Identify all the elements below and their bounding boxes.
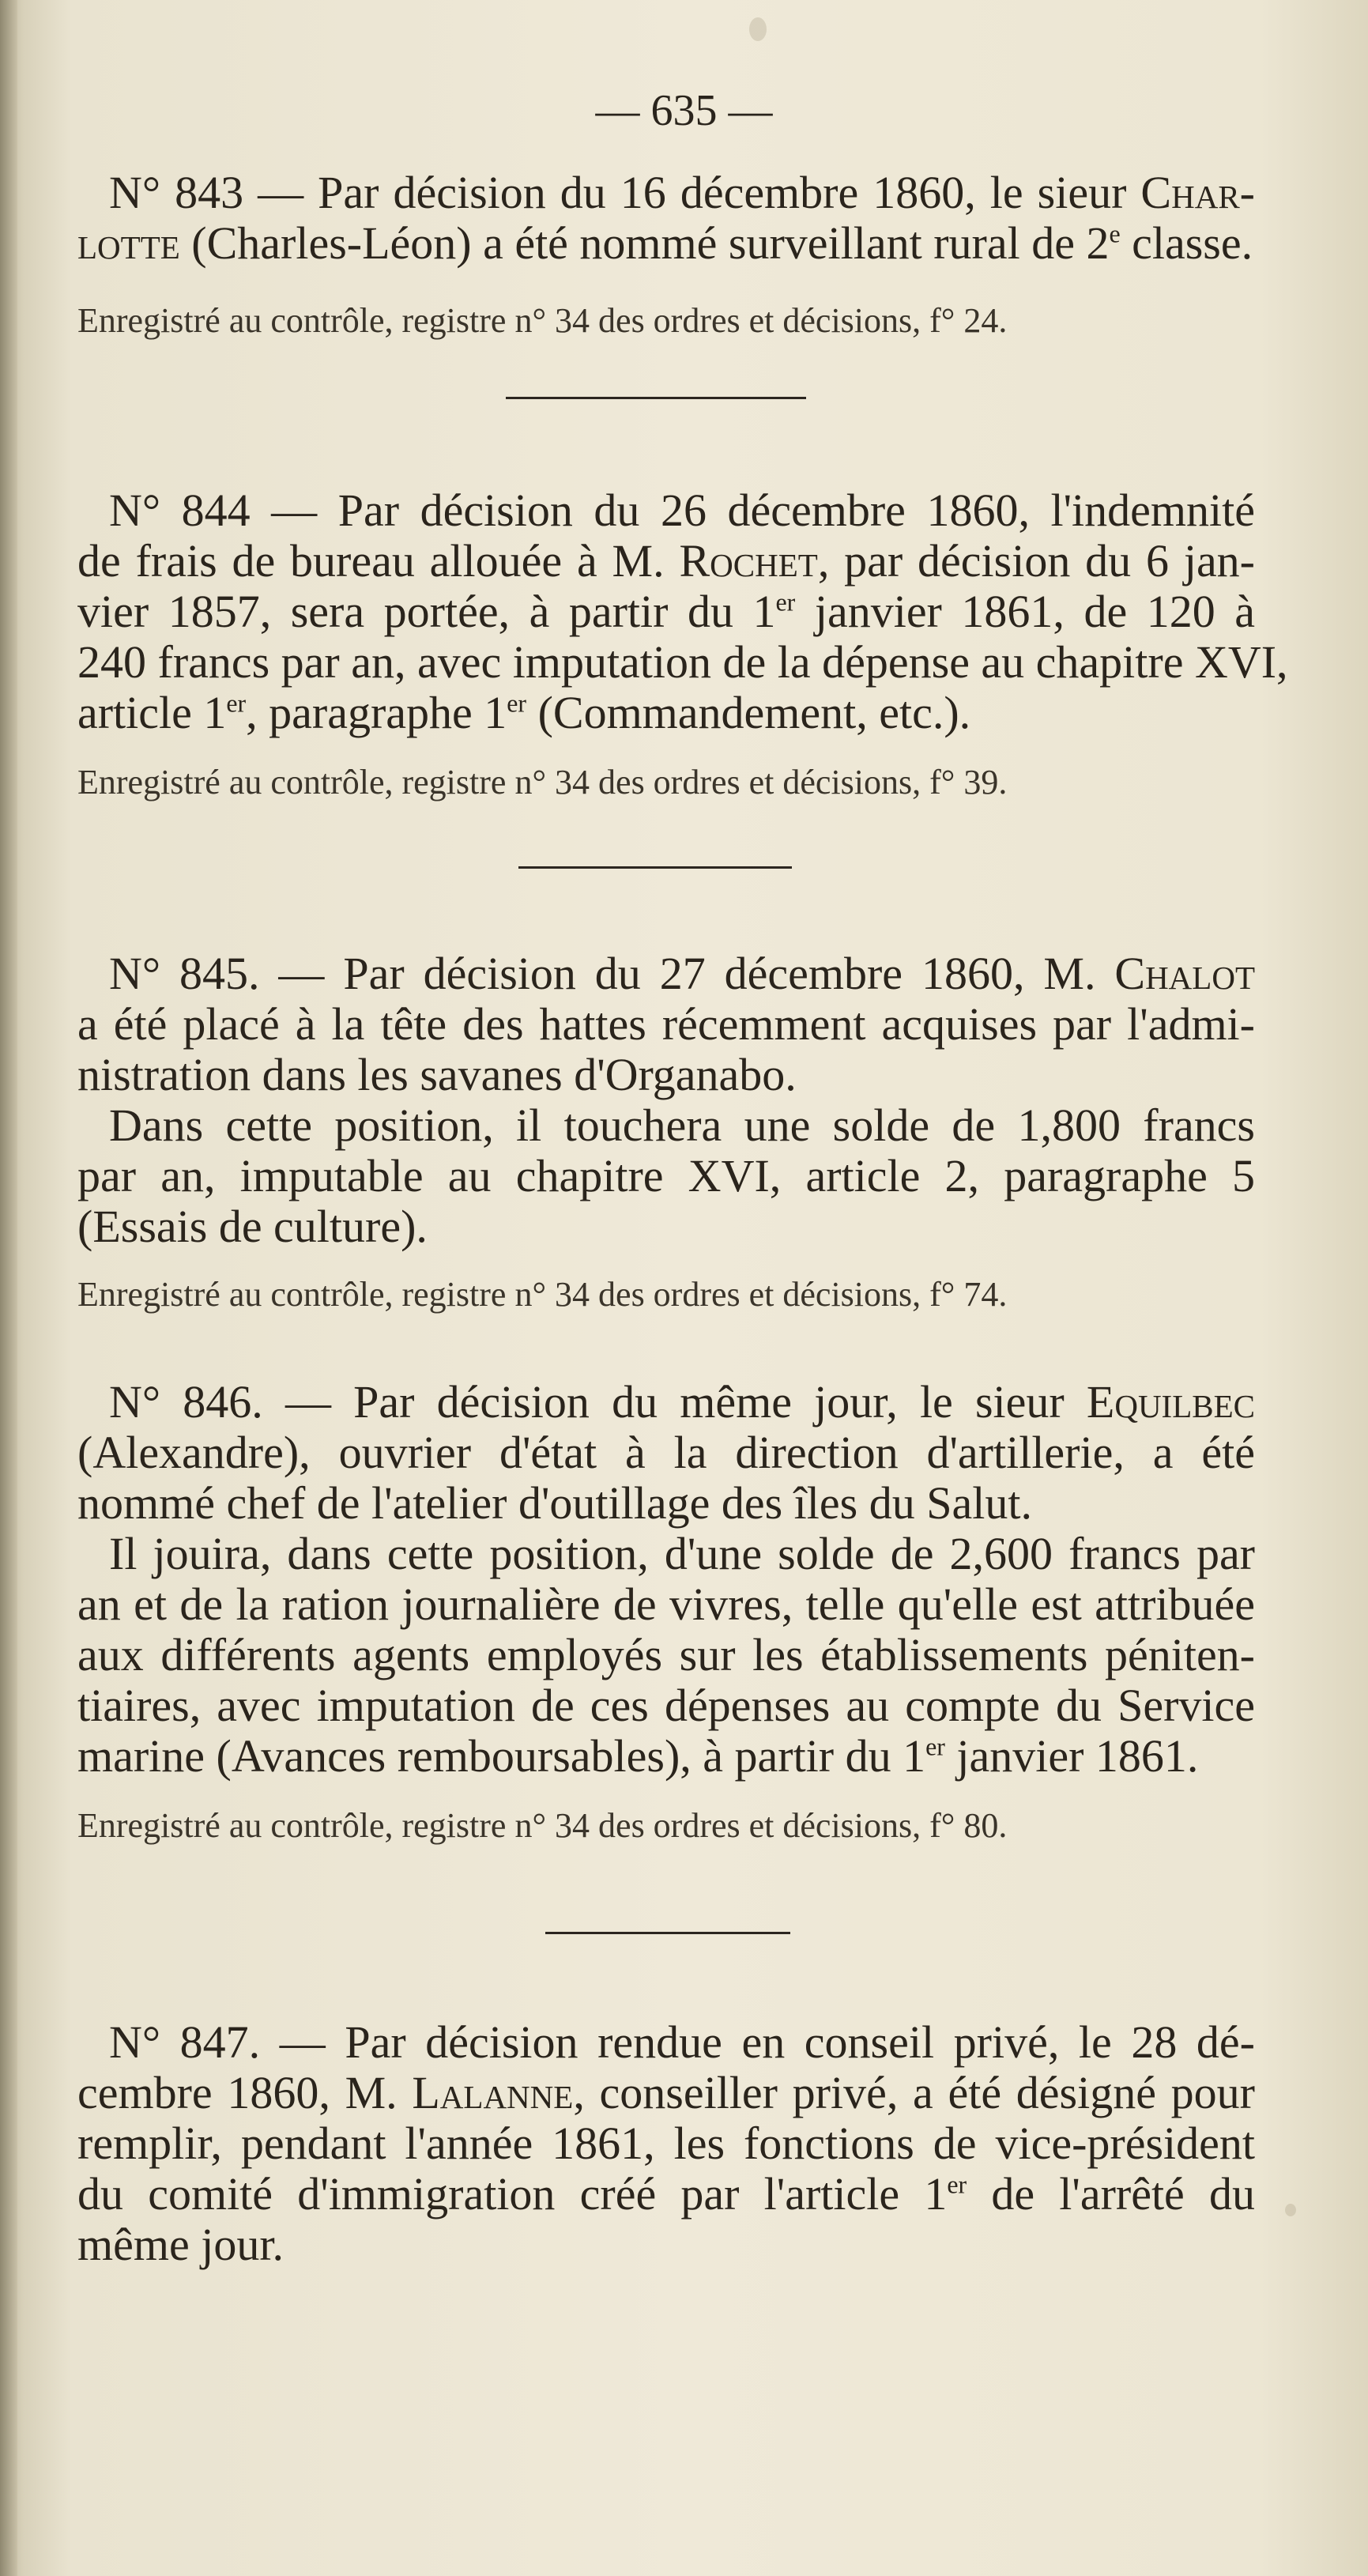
- text-run: nistration dans les savanes d'Organabo.: [77, 1049, 797, 1100]
- paper-blemish: [749, 17, 767, 41]
- ordinal-superscript: er: [775, 588, 796, 617]
- registry-note: Enregistré au contrôle, registre n° 34 des ordres et décisions, f° 39.: [77, 763, 1008, 801]
- text-run: remplir, pendant l'année 1861, les fonctions de vice-président: [77, 2118, 1255, 2169]
- text-run: (Commandement, etc.).: [526, 687, 971, 738]
- text-run: janvier 1861.: [944, 1730, 1199, 1782]
- person-name: Lalanne: [412, 2067, 574, 2118]
- person-name: lotte: [77, 217, 180, 269]
- entry-845: [77, 949, 1255, 1317]
- entry-text: [77, 1377, 1255, 1782]
- text-run: Il jouira, dans cette position, d'une solde de 2,600 francs par: [109, 1528, 1255, 1579]
- ordinal-superscript: e: [1109, 220, 1121, 248]
- text-run: janvier 1861, de 120 à: [795, 586, 1255, 637]
- text-run: du comité d'immigration créé par l'article 1: [77, 2168, 948, 2220]
- text-run: N° 847. — Par décision rendue en conseil privé, le 28 dé-: [109, 2016, 1255, 2068]
- entry-844: [77, 485, 1288, 805]
- person-name: Char-: [1140, 167, 1255, 218]
- entry-846: [77, 1377, 1255, 1848]
- entry-line: [77, 999, 1255, 1050]
- paper-blemish: [1285, 2204, 1296, 2216]
- person-name: Chalot: [1114, 948, 1255, 999]
- text-run: de l'arrêté du: [967, 2168, 1256, 2220]
- entry-843: [77, 168, 1255, 343]
- binding-gutter: [0, 0, 17, 2576]
- text-run: (Charles-Léon) a été nommé surveillant rural de 2: [179, 217, 1110, 269]
- entry-847: [77, 2017, 1255, 2270]
- ordinal-superscript: er: [947, 2171, 967, 2199]
- person-name: Rochet: [679, 535, 818, 586]
- text-run: , par décision du 6 jan-: [817, 535, 1256, 586]
- entry-line: [77, 1579, 1255, 1630]
- text-run: article 1: [77, 687, 227, 738]
- entry-text: [77, 2017, 1255, 2270]
- entry-line: [77, 949, 1255, 999]
- registry-note: Enregistré au contrôle, registre n° 34 des ordres et décisions, f° 74.: [77, 1275, 1008, 1314]
- text-run: aux différents agents employés sur les établissements péniten-: [77, 1629, 1255, 1680]
- ordinal-superscript: er: [925, 1733, 945, 1761]
- text-run: vier 1857, sera portée, à partir du 1: [77, 586, 776, 637]
- entry-line: [77, 1428, 1255, 1478]
- person-name: Equilbec: [1086, 1376, 1255, 1428]
- entry-line: [77, 1680, 1255, 1731]
- entry-line: [77, 2220, 1255, 2270]
- text-run: N° 845. — Par décision du 27 décembre 1860, M.: [109, 948, 1115, 999]
- entry-line: [77, 1201, 1255, 1252]
- entry-line: [77, 1377, 1255, 1428]
- entry-line: [77, 688, 1255, 738]
- entry-line: [77, 168, 1255, 218]
- ordinal-superscript: er: [226, 689, 247, 718]
- text-run: tiaires, avec imputation de ces dépenses au compte du Service: [77, 1680, 1255, 1731]
- entry-line: [77, 1731, 1255, 1782]
- text-run: même jour.: [77, 2219, 284, 2270]
- entry-line: [77, 2118, 1255, 2169]
- registry-note: Enregistré au contrôle, registre n° 34 des ordres et décisions, f° 80.: [77, 1806, 1008, 1845]
- entry-line: [77, 1050, 1255, 1100]
- entry-line: [77, 2017, 1255, 2068]
- text-run: (Essais de culture).: [77, 1201, 428, 1252]
- text-run: cembre 1860, M.: [77, 2067, 413, 2118]
- text-run: par an, imputable au chapitre XVI, article 2, paragraphe 5: [77, 1150, 1255, 1201]
- entry-line: [77, 485, 1255, 536]
- entry-line: [77, 586, 1255, 637]
- entry-line: [77, 1529, 1255, 1579]
- entry-line: [77, 1630, 1255, 1680]
- entry-text: [77, 485, 1288, 738]
- ordinal-superscript: er: [507, 689, 527, 718]
- text-run: marine (Avances remboursables), à partir du 1: [77, 1730, 926, 1782]
- text-run: nommé chef de l'atelier d'outillage des îles du Salut.: [77, 1477, 1032, 1529]
- entry-line: [77, 636, 1288, 688]
- text-run: N° 843 — Par décision du 16 décembre 1860, le sieur: [109, 167, 1141, 218]
- entry-line: [77, 1151, 1255, 1201]
- text-run: an et de la ration journalière de vivres, telle qu'elle est attribuée: [77, 1578, 1255, 1630]
- text-run: , paragraphe 1: [246, 687, 507, 738]
- page-number: — 635 —: [595, 86, 773, 135]
- text-run: , conseiller privé, a été désigné pour: [573, 2067, 1256, 2118]
- entry-text: [77, 168, 1255, 269]
- text-run: 240 francs par an, avec imputation de la dépense au chapitre XVI,: [77, 636, 1288, 688]
- text-run: N° 844 — Par décision du 26 décembre 1860, l'indemnité: [109, 485, 1255, 536]
- separator-rule: [545, 1932, 790, 1934]
- entry-line: [77, 2068, 1255, 2118]
- entry-line: [77, 536, 1255, 586]
- text-run: (Alexandre), ouvrier d'état à la direction d'artillerie, a été: [77, 1427, 1255, 1478]
- text-run: Dans cette position, il touchera une solde de 1,800 francs: [109, 1099, 1255, 1151]
- text-run: N° 846. — Par décision du même jour, le sieur: [109, 1376, 1087, 1428]
- separator-rule: [506, 397, 806, 399]
- entry-line: [77, 2169, 1255, 2220]
- text-run: de frais de bureau allouée à M.: [77, 535, 680, 586]
- entry-text: [77, 949, 1255, 1252]
- registry-note: Enregistré au contrôle, registre n° 34 des ordres et décisions, f° 24.: [77, 301, 1008, 340]
- entry-line: [77, 218, 1255, 269]
- separator-rule: [518, 866, 792, 869]
- text-run: a été placé à la tête des hattes récemment acquises par l'admi-: [77, 998, 1255, 1050]
- entry-line: [77, 1478, 1255, 1529]
- text-run: classe.: [1120, 217, 1253, 269]
- entry-line: [77, 1100, 1255, 1151]
